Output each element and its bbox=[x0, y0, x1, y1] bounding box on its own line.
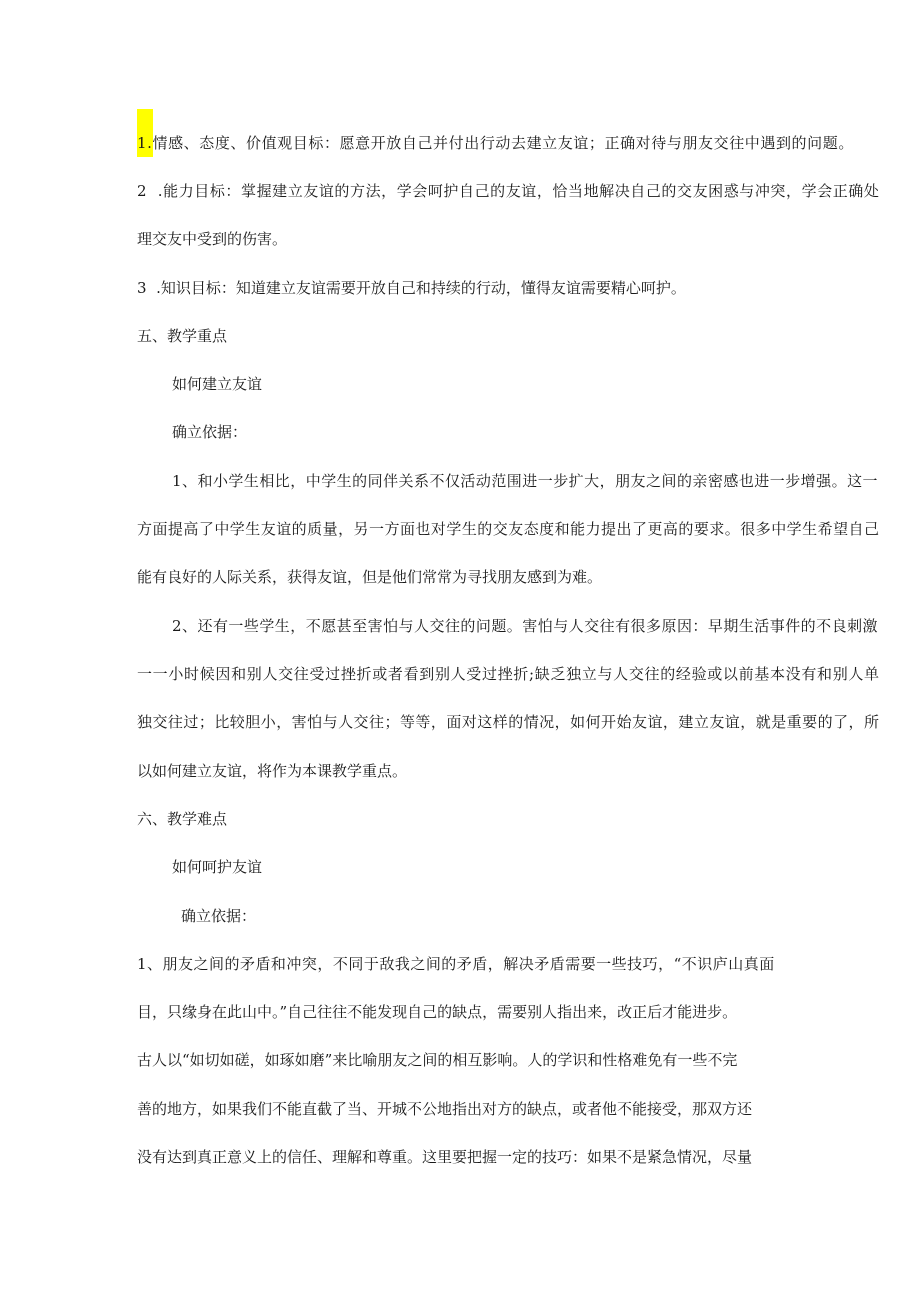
goal-emotion: 1.情感、态度、价值观目标：愿意开放自己并付出行动去建立友谊；正确对待与朋友交往中遇到的问题。 bbox=[137, 134, 854, 152]
basis-1-para-2: 方面提高了中学生友谊的质量，另一方面也对学生的交友态度和能力提出了更高的要求。很多中学生希望自己 bbox=[137, 520, 880, 538]
basis-2-para-3: 独交往过；比较胆小，害怕与人交往；等等，面对这样的情况，如何开始友谊，建立友谊，就是重要的了，所 bbox=[137, 713, 880, 731]
section-heading-key-point: 五、教学重点 bbox=[137, 327, 228, 345]
difficulty-para-5: 没有达到真正意义上的信任、理解和尊重。这里要把握一定的技巧：如果不是紧急情况，尽量 bbox=[137, 1148, 753, 1166]
key-point-title: 如何建立友谊 bbox=[172, 375, 263, 393]
basis-label-1: 确立依据： bbox=[172, 423, 248, 441]
difficulty-para-1: 1、朋友之间的矛盾和冲突，不同于敌我之间的矛盾，解决矛盾需要一些技巧，“不识庐山真面 bbox=[137, 955, 775, 973]
basis-2-para-2: 一一小时候因和别人交往受过挫折或者看到别人受过挫折;缺乏独立与人交往的经验或以前基本没有和别人单 bbox=[137, 665, 880, 683]
difficulty-para-4: 善的地方，如果我们不能直截了当、开城不公地指出对方的缺点，或者他不能接受，那双方还 bbox=[137, 1100, 753, 1118]
goal-knowledge: 3 .知识目标：知道建立友谊需要开放自己和持续的行动，懂得友谊需要精心呵护。 bbox=[137, 279, 686, 297]
goal-ability: 2 .能力目标：掌握建立友谊的方法，学会呵护自己的友谊，恰当地解决自己的交友困惑与冲突，学会正确处 bbox=[137, 182, 880, 200]
difficulty-title: 如何呵护友谊 bbox=[172, 858, 263, 876]
section-heading-difficulty: 六、教学难点 bbox=[137, 810, 228, 828]
difficulty-para-3: 古人以“如切如磋，如琢如磨”来比喻朋友之间的相互影响。人的学识和性格难免有一些不完 bbox=[137, 1051, 738, 1069]
basis-1-para-3: 能有良好的人际关系，获得友谊，但是他们常常为寻找朋友感到为难。 bbox=[137, 568, 603, 586]
difficulty-para-2: 目，只缘身在此山中。”自己往往不能发现自己的缺点，需要别人指出来，改正后才能进步。 bbox=[137, 1003, 738, 1021]
basis-2-para-1: 2、还有一些学生，不愿甚至害怕与人交往的问题。害怕与人交往有很多原因：早期生活事件的不良刺激 bbox=[172, 617, 879, 635]
basis-1-para-1: 1、和小学生相比，中学生的同伴关系不仅活动范围进一步扩大，朋友之间的亲密感也进一步增强。这一 bbox=[172, 472, 879, 490]
basis-2-para-4: 以如何建立友谊，将作为本课教学重点。 bbox=[137, 762, 408, 780]
goal-ability-cont: 理交友中受到的伤害。 bbox=[137, 230, 288, 248]
basis-label-2: 确立依据： bbox=[181, 907, 257, 925]
